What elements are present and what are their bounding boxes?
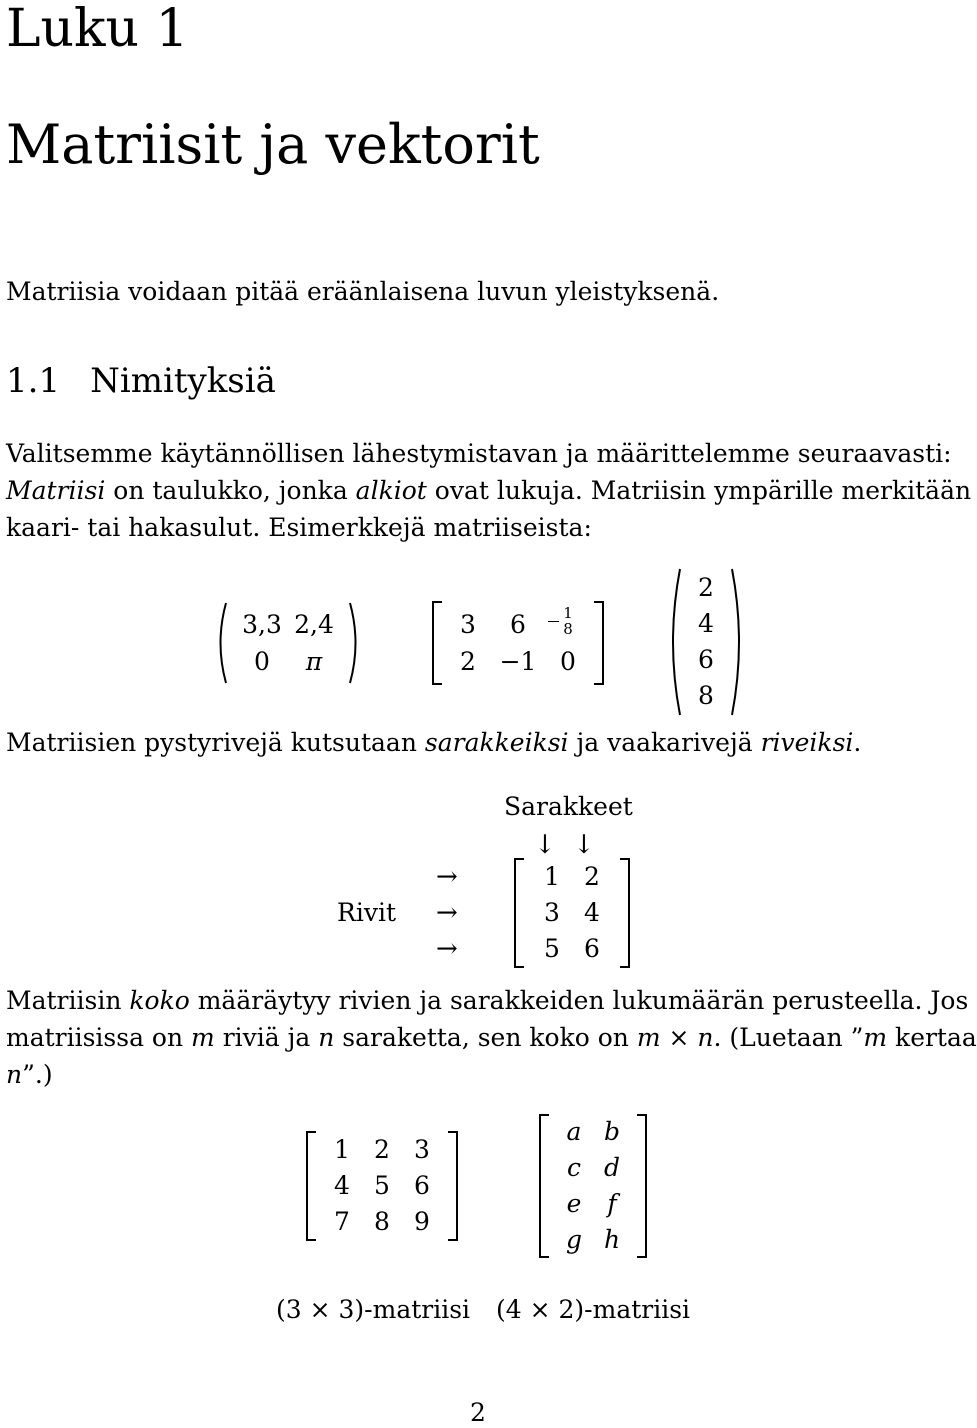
chapter-title: Matriisit ja vektorit [6,113,540,176]
matrix-cell: f [607,1189,617,1218]
right-arrow-icon: → [436,934,458,964]
paragraph-1-line-2: Matriisi on taulukko, jonka alkiot ovat lukuja. Matriisin ympärille merkitään [6,476,972,505]
matrix-cell: 2,4 [294,610,334,639]
matrix-cell: 4 [698,609,714,638]
matrix-cell: 6 [510,610,526,639]
matrix-cell: 3 [414,1135,430,1164]
matrix-cell: 8 [374,1207,390,1236]
fraction: 1 8 [548,606,588,637]
matrix-cell: 7 [334,1207,350,1236]
paragraph-3-line-3: n”.) [6,1060,53,1089]
matrix-cell: d [603,1153,620,1182]
matrix-cell: b [603,1117,620,1146]
right-arrow-icon: → [436,898,458,928]
matrix-cell: 2 [698,573,714,602]
left-bracket [430,600,444,686]
matrix-4x2 [537,1113,649,1259]
right-bracket [635,1113,649,1259]
matrix-cell: c [566,1153,581,1182]
matrix-cell: 1 [544,862,560,891]
caption-3x3: (3 × 3)-matriisi [276,1295,471,1324]
paragraph-1-line-3: kaari- tai hakasulut. Esimerkkejä matriiseista: [6,513,592,542]
term-koko: koko [129,986,190,1015]
section-number: 1.1 [6,361,61,401]
matrix-cell: 2 [460,647,476,676]
term-matriisi: Matriisi [6,476,106,505]
matrix-cell: 9 [414,1207,430,1236]
right-paren [346,600,364,686]
down-arrow-icon: ↓ [534,830,556,860]
right-paren [728,566,748,718]
matrix-cell: 0 [254,647,270,676]
down-arrow-icon: ↓ [573,830,595,860]
left-bracket [304,1130,318,1242]
matrix-cell: 6 [584,934,600,963]
left-paren [664,566,684,718]
matrix-example-2x3 [430,600,606,686]
matrix-cell: 3 [460,610,476,639]
matrix-cell: e [566,1189,582,1218]
left-bracket [512,857,526,969]
matrix-cell: 3 [544,898,560,927]
rows-label: Rivit [337,898,396,927]
matrix-cell: a [566,1117,582,1146]
right-bracket [618,857,632,969]
section-heading [6,356,276,406]
matrix-3x3 [304,1130,460,1242]
matrix-cell: 4 [334,1171,350,1200]
matrix-cell: 8 [698,681,714,710]
right-bracket [446,1130,460,1242]
intro-paragraph: Matriisia voidaan pitää eräänlaisena luvun yleistyksenä. [6,277,720,306]
matrix-cell: 3,3 [242,610,282,639]
matrix-cell: 4 [584,898,600,927]
matrix-cell: 6 [698,645,714,674]
left-bracket [537,1113,551,1259]
term-alkiot: alkiot [355,476,427,505]
matrix-cell: 1 [334,1135,350,1164]
matrix-cell: 2 [374,1135,390,1164]
matrix-cell: π [305,647,323,676]
column-vector-example [664,566,748,718]
matrix-cell: 0 [560,647,576,676]
right-bracket [592,600,606,686]
section-title: Nimityksiä [90,361,276,401]
paragraph-3-line-2: matriisissa on m riviä ja n saraketta, sen koko on m × n. (Luetaan ”m kertaa [6,1023,977,1052]
matrix-example-2x2 [212,600,364,686]
caption-4x2: (4 × 2)-matriisi [496,1295,691,1324]
term-riveiksi: riveiksi [760,728,854,757]
paragraph-2: Matriisien pystyrivejä kutsutaan sarakkeiksi ja vaakarivejä riveiksi. [6,728,862,757]
paragraph-1-line-1: Valitsemme käytännöllisen lähestymistavan ja määrittelemme seuraavasti: [6,439,952,468]
matrix-cell: 5 [374,1171,390,1200]
matrix-cell: −1 [499,647,537,676]
matrix-cell: 2 [584,862,600,891]
matrix-cell: g [565,1225,582,1254]
term-sarakkeiksi: sarakkeiksi [424,728,569,757]
page-number: 2 [470,1398,486,1427]
chapter-heading: Luku 1 [6,0,189,59]
right-arrow-icon: → [436,862,458,892]
matrix-cell: 5 [544,934,560,963]
paragraph-3-line-1: Matriisin koko määräytyy rivien ja sarakkeiden lukumäärän perusteella. Jos [6,986,969,1015]
left-paren [212,600,230,686]
rows-columns-matrix [512,857,632,969]
columns-label: Sarakkeet [504,792,633,821]
matrix-cell: 6 [414,1171,430,1200]
matrix-cell: h [603,1225,621,1254]
matrix-cell [548,606,588,643]
